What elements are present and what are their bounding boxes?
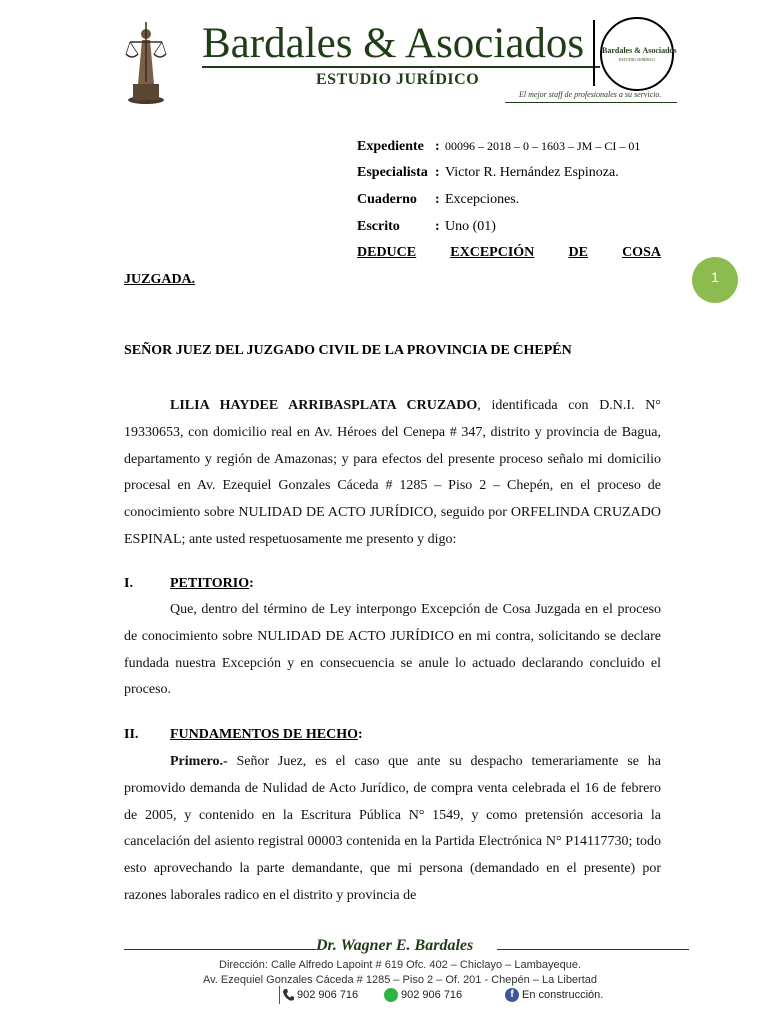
phone-number: 902 906 716 [297,989,359,1001]
cuaderno-label: Cuaderno [357,192,417,207]
escrito-value: Uno (01) [445,219,496,234]
sumilla-title [357,245,661,261]
footer-rule-right [497,949,689,950]
fundamento-text: Señor Juez, es el caso que ante su despacho temerariamente se ha promovido demanda de Nulidad de Acto Jurídico, de compra venta celebrada el 16 de febrero de 2005, y contenido en la Escritura Pública N° 1549, y como pretensión accesoria la cancelación del asiento registral 00003 contenida en la Partida Electrónica N° P14117730; todo esto aprovechando la parte demandante, que mi persona (demandado en el presente) por razones laborales radico en el distrito y provincia de [124,754,661,903]
firm-tagline: El mejor staff de profesionales a su servicio. [519,90,662,99]
header-rule [202,66,600,68]
escrito-sep: : [435,219,440,234]
section-colon: : [249,576,254,591]
firm-name: Bardales & Asociados [202,20,585,67]
sumilla-word: COSA [622,245,661,260]
addressee: SEÑOR JUEZ DEL JUZGADO CIVIL DE LA PROVINCIA DE CHEPÉN [124,343,572,358]
whatsapp-icon [384,988,398,1002]
cuaderno-sep: : [435,192,440,207]
phone-icon [282,988,294,1002]
especialista-sep: : [435,165,440,180]
footer-lawyer-name: Dr. Wagner E. Bardales [316,937,474,954]
petitorio-paragraph: Que, dentro del término de Ley interpongo Excepción de Cosa Juzgada en el proceso de conocimiento sobre NULIDAD DE ACTO JURÍDICO en mi contra, solicitando se declare fundada nuestra Excepción y en consecuencia se anule lo actuado declarando concluido el proceso. [124,602,661,698]
footer-address-2: Av. Ezequiel Gonzales Cáceda # 1285 – Piso 2 – Of. 201 - Chepén – La Libertad [202,974,598,986]
especialista-label: Especialista [357,165,428,180]
footer-whatsapp [384,988,462,1002]
justice-statue-icon [124,16,168,104]
section-fundamentos-heading [124,727,363,743]
whatsapp-number: 902 906 716 [401,989,463,1001]
sumilla-word: EXCEPCIÓN [450,245,535,260]
seal-subtitle: ESTUDIO JURÍDICO [618,57,656,62]
section-colon: : [357,727,363,742]
sumilla-word: DE [568,245,588,260]
expediente-sep: : [435,139,440,154]
page-number-badge: 1 [692,257,738,303]
facebook-status: En construcción. [522,989,604,1001]
intro-paragraph [124,393,661,554]
footer-divider [279,986,280,1004]
expediente-label: Expediente [357,139,424,154]
seal-name: Bardales & Asociados [602,46,677,55]
facebook-icon: f [505,988,519,1002]
footer-facebook [505,988,603,1002]
cuaderno-value: Excepciones. [445,192,520,207]
sumilla-word: DEDUCE [357,245,417,260]
tagline-rule [505,102,677,103]
firm-subtitle: ESTUDIO JURÍDICO [316,71,480,88]
section-number: I. [124,576,133,591]
plaintiff-name: LILIA HAYDEE ARRIBASPLATA CRUZADO [170,398,478,413]
escrito-label: Escrito [357,219,400,234]
fundamento-lead: Primero.- [170,754,228,769]
section-title: PETITORIO [170,576,250,591]
section-petitorio-heading [124,576,254,592]
meta-escrito [357,219,496,235]
especialista-value: Victor R. Hernández Espinoza. [445,165,619,180]
footer-rule-left [124,949,316,950]
meta-cuaderno [357,192,519,208]
footer-address-1: Dirección: Calle Alfredo Lapoint # 619 Ofc. 402 – Chiclayo – Lambayeque. [219,959,581,971]
section-title: FUNDAMENTOS DE HECHO [170,727,358,742]
footer-phone [282,988,358,1002]
intro-text: , identificada con D.N.I. N° 19330653, con domicilio real en Av. Héroes del Cenepa # 347, distrito y provincia de Bagua, departamento y región de Amazonas; y para efectos del presente proceso señalo mi domicilio procesal en Av. Ezequiel Gonzales Cáceda # 1285 – Piso 2 – Chepén, en el proceso de conocimiento sobre NULIDAD DE ACTO JURÍDICO, seguido por ORFELINDA CRUZADO ESPINAL; ante usted respetuosamente me presento y digo: [124,398,662,547]
fundamentos-paragraph [124,749,661,910]
meta-especialista [357,165,619,181]
sumilla-title-end: JUZGADA. [124,272,196,287]
meta-expediente [357,139,640,155]
firm-seal [600,17,677,91]
expediente-value: 00096 – 2018 – 0 – 1603 – JM – CI – 01 [445,139,641,153]
seal-divider [593,20,595,86]
section-number: II. [124,727,139,742]
